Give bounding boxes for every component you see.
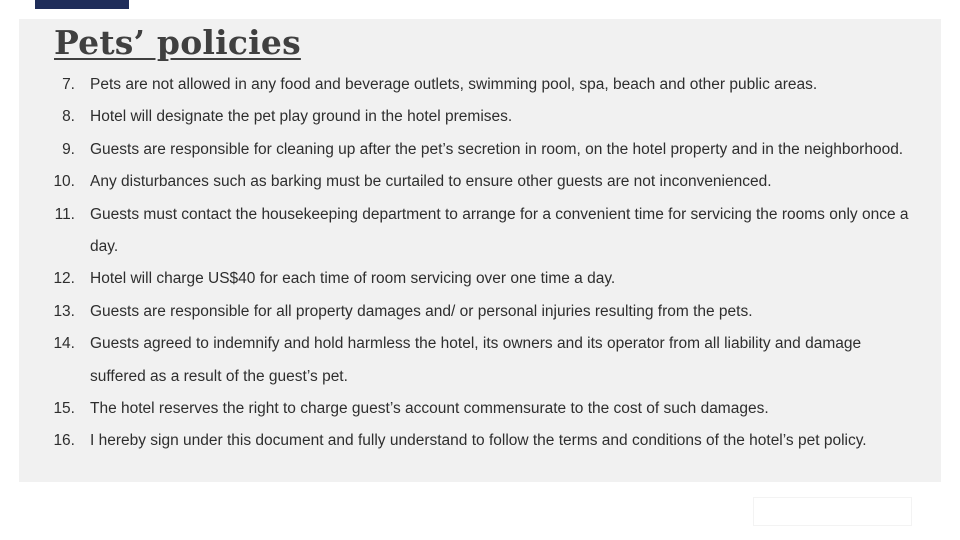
policy-text: Pets are not allowed in any food and beverage outlets, swimming pool, spa, beach and other public areas.	[90, 76, 818, 93]
policy-text: I hereby sign under this document and fully understand to follow the terms and conditions of the hotel’s pet policy.	[90, 432, 867, 450]
policy-item-14	[40, 328, 920, 393]
policy-number: 16.	[53, 432, 75, 450]
policy-item-16	[40, 425, 920, 457]
policy-number: 15.	[53, 400, 75, 418]
policy-item-10	[40, 166, 920, 198]
policy-text: Guests agreed to indemnify and hold harmless the hotel, its owners and its operator from all liability and damage suffered as a result of the guest’s pet.	[90, 335, 862, 385]
policy-number: 14.	[53, 335, 75, 353]
top-accent-bar	[35, 0, 129, 9]
policy-number: 12.	[53, 270, 75, 288]
policy-text: Guests are responsible for cleaning up after the pet’s secretion in room, on the hotel property and in the neighborhood.	[90, 140, 904, 158]
policy-number: 9.	[62, 140, 75, 158]
policy-text: The hotel reserves the right to charge guest’s account commensurate to the cost of such damages.	[90, 400, 769, 418]
policy-item-8	[40, 101, 920, 133]
page-title: Pets’ policies	[54, 23, 301, 62]
policy-list	[40, 69, 920, 458]
policy-text: Guests must contact the housekeeping department to arrange for a convenient time for servicing the rooms only once a day.	[90, 205, 909, 256]
policy-item-11	[40, 199, 920, 264]
policy-number: 7.	[62, 76, 75, 93]
policy-number: 11.	[54, 205, 75, 223]
policy-text: Guests are responsible for all property damages and/ or personal injuries resulting from the pets.	[90, 302, 753, 320]
policy-text: Hotel will charge US$40 for each time of room servicing over one time a day.	[90, 270, 616, 288]
footer-placeholder	[753, 497, 912, 526]
policy-item-7	[40, 69, 920, 101]
policy-text: Any disturbances such as barking must be curtailed to ensure other guests are not inconvenienced.	[90, 173, 772, 191]
policy-number: 10.	[53, 173, 75, 191]
policy-item-12	[40, 263, 920, 295]
policy-item-9	[40, 134, 920, 166]
policy-item-13	[40, 296, 920, 328]
policy-number: 8.	[62, 108, 75, 126]
policy-item-15	[40, 393, 920, 425]
policy-text: Hotel will designate the pet play ground in the hotel premises.	[90, 108, 513, 126]
policy-number: 13.	[53, 302, 75, 320]
